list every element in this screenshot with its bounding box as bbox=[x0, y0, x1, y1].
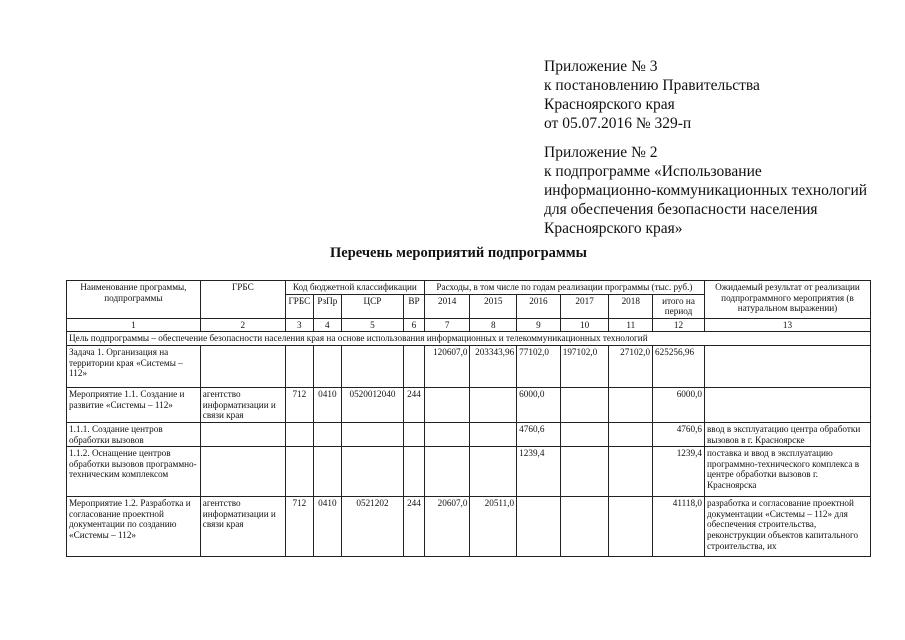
cell-2015 bbox=[470, 422, 517, 446]
cell-2014: 120607,0 bbox=[424, 345, 470, 387]
cell-rzpr bbox=[313, 447, 341, 497]
cell-total: 6000,0 bbox=[653, 387, 705, 422]
cell-code-grbs: 712 bbox=[285, 497, 313, 557]
cell-grbs bbox=[200, 422, 285, 446]
cell-2018: 27102,0 bbox=[609, 345, 653, 387]
cell-2016: 6000,0 bbox=[517, 387, 561, 422]
header-grbs: ГРБС bbox=[200, 281, 285, 319]
cell-result: ввод в эксплуатацию центра обработки вызовов в г. Красноярске bbox=[704, 422, 870, 446]
appendix-2-line: к подпрограмме «Использование bbox=[544, 163, 762, 180]
page-title: Перечень мероприятий подпрограммы bbox=[330, 245, 587, 261]
cell-name: 1.1.2. Оснащение центров обработки вызовов программно-техническим комплексом bbox=[67, 447, 201, 497]
cell-grbs bbox=[200, 345, 285, 387]
cell-name: Мероприятие 1.1. Создание и развитие «Системы – 112» bbox=[67, 387, 201, 422]
cell-name: Мероприятие 1.2. Разработка и согласование проектной документации по созданию «Системы – 112» bbox=[67, 497, 201, 557]
goal-row bbox=[67, 332, 871, 346]
header-rzpr: РзПр bbox=[313, 294, 341, 318]
cell-2015 bbox=[470, 447, 517, 497]
col-number: 1 bbox=[67, 318, 201, 332]
col-number: 11 bbox=[609, 318, 653, 332]
col-number: 10 bbox=[560, 318, 609, 332]
header-total: итого на период bbox=[653, 294, 705, 318]
cell-code-grbs bbox=[285, 345, 313, 387]
col-number: 7 bbox=[424, 318, 470, 332]
cell-total: 41118,0 bbox=[653, 497, 705, 557]
cell-2017 bbox=[560, 422, 609, 446]
table-row bbox=[67, 422, 871, 446]
table-row bbox=[67, 387, 871, 422]
cell-name: Задача 1. Организация на территории края «Системы – 112» bbox=[67, 345, 201, 387]
cell-result bbox=[704, 387, 870, 422]
cell-vr: 244 bbox=[404, 387, 425, 422]
cell-vr: 244 bbox=[404, 497, 425, 557]
appendix-3-number: Приложение № 3 bbox=[544, 58, 658, 75]
appendix-3-line: Красноярского края bbox=[544, 96, 675, 113]
cell-vr bbox=[404, 345, 425, 387]
appendix-2-line: для обеспечения безопасности населения bbox=[544, 201, 818, 218]
header-vr: ВР bbox=[404, 294, 425, 318]
cell-rzpr bbox=[313, 422, 341, 446]
cell-name: 1.1.1. Создание центров обработки вызовов bbox=[67, 422, 201, 446]
cell-2016: 77102,0 bbox=[517, 345, 561, 387]
cell-2017: 197102,0 bbox=[560, 345, 609, 387]
table-row bbox=[67, 497, 871, 557]
col-number: 3 bbox=[285, 318, 313, 332]
measures-table bbox=[66, 280, 871, 557]
cell-total: 4760,6 bbox=[653, 422, 705, 446]
cell-2018 bbox=[609, 387, 653, 422]
header-2014: 2014 bbox=[424, 294, 470, 318]
cell-vr bbox=[404, 422, 425, 446]
table-row bbox=[67, 447, 871, 497]
cell-result: разработка и согласование проектной документации «Системы – 112» для обеспечения строительства, реконструкции объектов капитального строительства, их bbox=[704, 497, 870, 557]
col-number: 6 bbox=[404, 318, 425, 332]
cell-2016: 4760,6 bbox=[517, 422, 561, 446]
cell-code-grbs: 712 bbox=[285, 387, 313, 422]
cell-rzpr: 0410 bbox=[313, 497, 341, 557]
header-csr: ЦСР bbox=[341, 294, 403, 318]
cell-csr: 0520012040 bbox=[341, 387, 403, 422]
header-code-group: Код бюджетной классификации bbox=[285, 281, 424, 295]
cell-code-grbs bbox=[285, 422, 313, 446]
column-number-row bbox=[67, 318, 871, 332]
header-2018: 2018 bbox=[609, 294, 653, 318]
cell-csr bbox=[341, 447, 403, 497]
cell-csr bbox=[341, 345, 403, 387]
col-number: 8 bbox=[470, 318, 517, 332]
appendix-3-line: к постановлению Правительства bbox=[544, 77, 760, 94]
cell-2018 bbox=[609, 422, 653, 446]
cell-2018 bbox=[609, 497, 653, 557]
cell-2014 bbox=[424, 447, 470, 497]
cell-grbs: агентство информатизации и связи края bbox=[200, 387, 285, 422]
cell-vr bbox=[404, 447, 425, 497]
cell-code-grbs bbox=[285, 447, 313, 497]
appendix-3-date: от 05.07.2016 № 329-п bbox=[544, 115, 692, 132]
table-header-row bbox=[67, 281, 871, 295]
cell-2014 bbox=[424, 387, 470, 422]
cell-2015: 20511,0 bbox=[470, 497, 517, 557]
cell-grbs: агентство информатизации и связи края bbox=[200, 497, 285, 557]
cell-csr: 0521202 bbox=[341, 497, 403, 557]
cell-2015 bbox=[470, 387, 517, 422]
cell-2016 bbox=[517, 497, 561, 557]
header-expenses-group: Расходы, в том числе по годам реализации программы (тыс. руб.) bbox=[424, 281, 704, 295]
header-2015: 2015 bbox=[470, 294, 517, 318]
cell-rzpr: 0410 bbox=[313, 387, 341, 422]
appendix-2-number: Приложение № 2 bbox=[544, 144, 658, 161]
col-number: 4 bbox=[313, 318, 341, 332]
appendix-2-block bbox=[544, 143, 867, 238]
col-number: 2 bbox=[200, 318, 285, 332]
col-number: 13 bbox=[704, 318, 870, 332]
cell-rzpr bbox=[313, 345, 341, 387]
header-code-grbs: ГРБС bbox=[285, 294, 313, 318]
cell-result: поставка и ввод в эксплуатацию программно-технического комплекса в центре обработки вызовов г. Красноярска bbox=[704, 447, 870, 497]
appendix-3-block bbox=[544, 57, 760, 133]
header-2016: 2016 bbox=[517, 294, 561, 318]
cell-grbs bbox=[200, 447, 285, 497]
header-name: Наименование программы, подпрограммы bbox=[67, 281, 201, 319]
cell-total: 625256,96 bbox=[653, 345, 705, 387]
cell-2014 bbox=[424, 422, 470, 446]
goal-text: Цель подпрограммы – обеспечение безопасности населения края на основе использования информационных и телекоммуникационных технологий bbox=[67, 332, 871, 346]
col-number: 9 bbox=[517, 318, 561, 332]
cell-2017 bbox=[560, 497, 609, 557]
cell-2016: 1239,4 bbox=[517, 447, 561, 497]
col-number: 5 bbox=[341, 318, 403, 332]
cell-total: 1239,4 bbox=[653, 447, 705, 497]
table-row bbox=[67, 345, 871, 387]
cell-2018 bbox=[609, 447, 653, 497]
appendix-2-line: информационно-коммуникационных технологий bbox=[544, 182, 868, 199]
cell-csr bbox=[341, 422, 403, 446]
cell-2014: 20607,0 bbox=[424, 497, 470, 557]
cell-2015: 203343,96 bbox=[470, 345, 517, 387]
appendix-2-line: Красноярского края» bbox=[544, 220, 683, 237]
cell-2017 bbox=[560, 447, 609, 497]
cell-2017 bbox=[560, 387, 609, 422]
cell-result bbox=[704, 345, 870, 387]
header-result: Ожидаемый результат от реализации подпрограммного мероприятия (в натуральном выражении) bbox=[704, 281, 870, 319]
header-2017: 2017 bbox=[560, 294, 609, 318]
col-number: 12 bbox=[653, 318, 705, 332]
